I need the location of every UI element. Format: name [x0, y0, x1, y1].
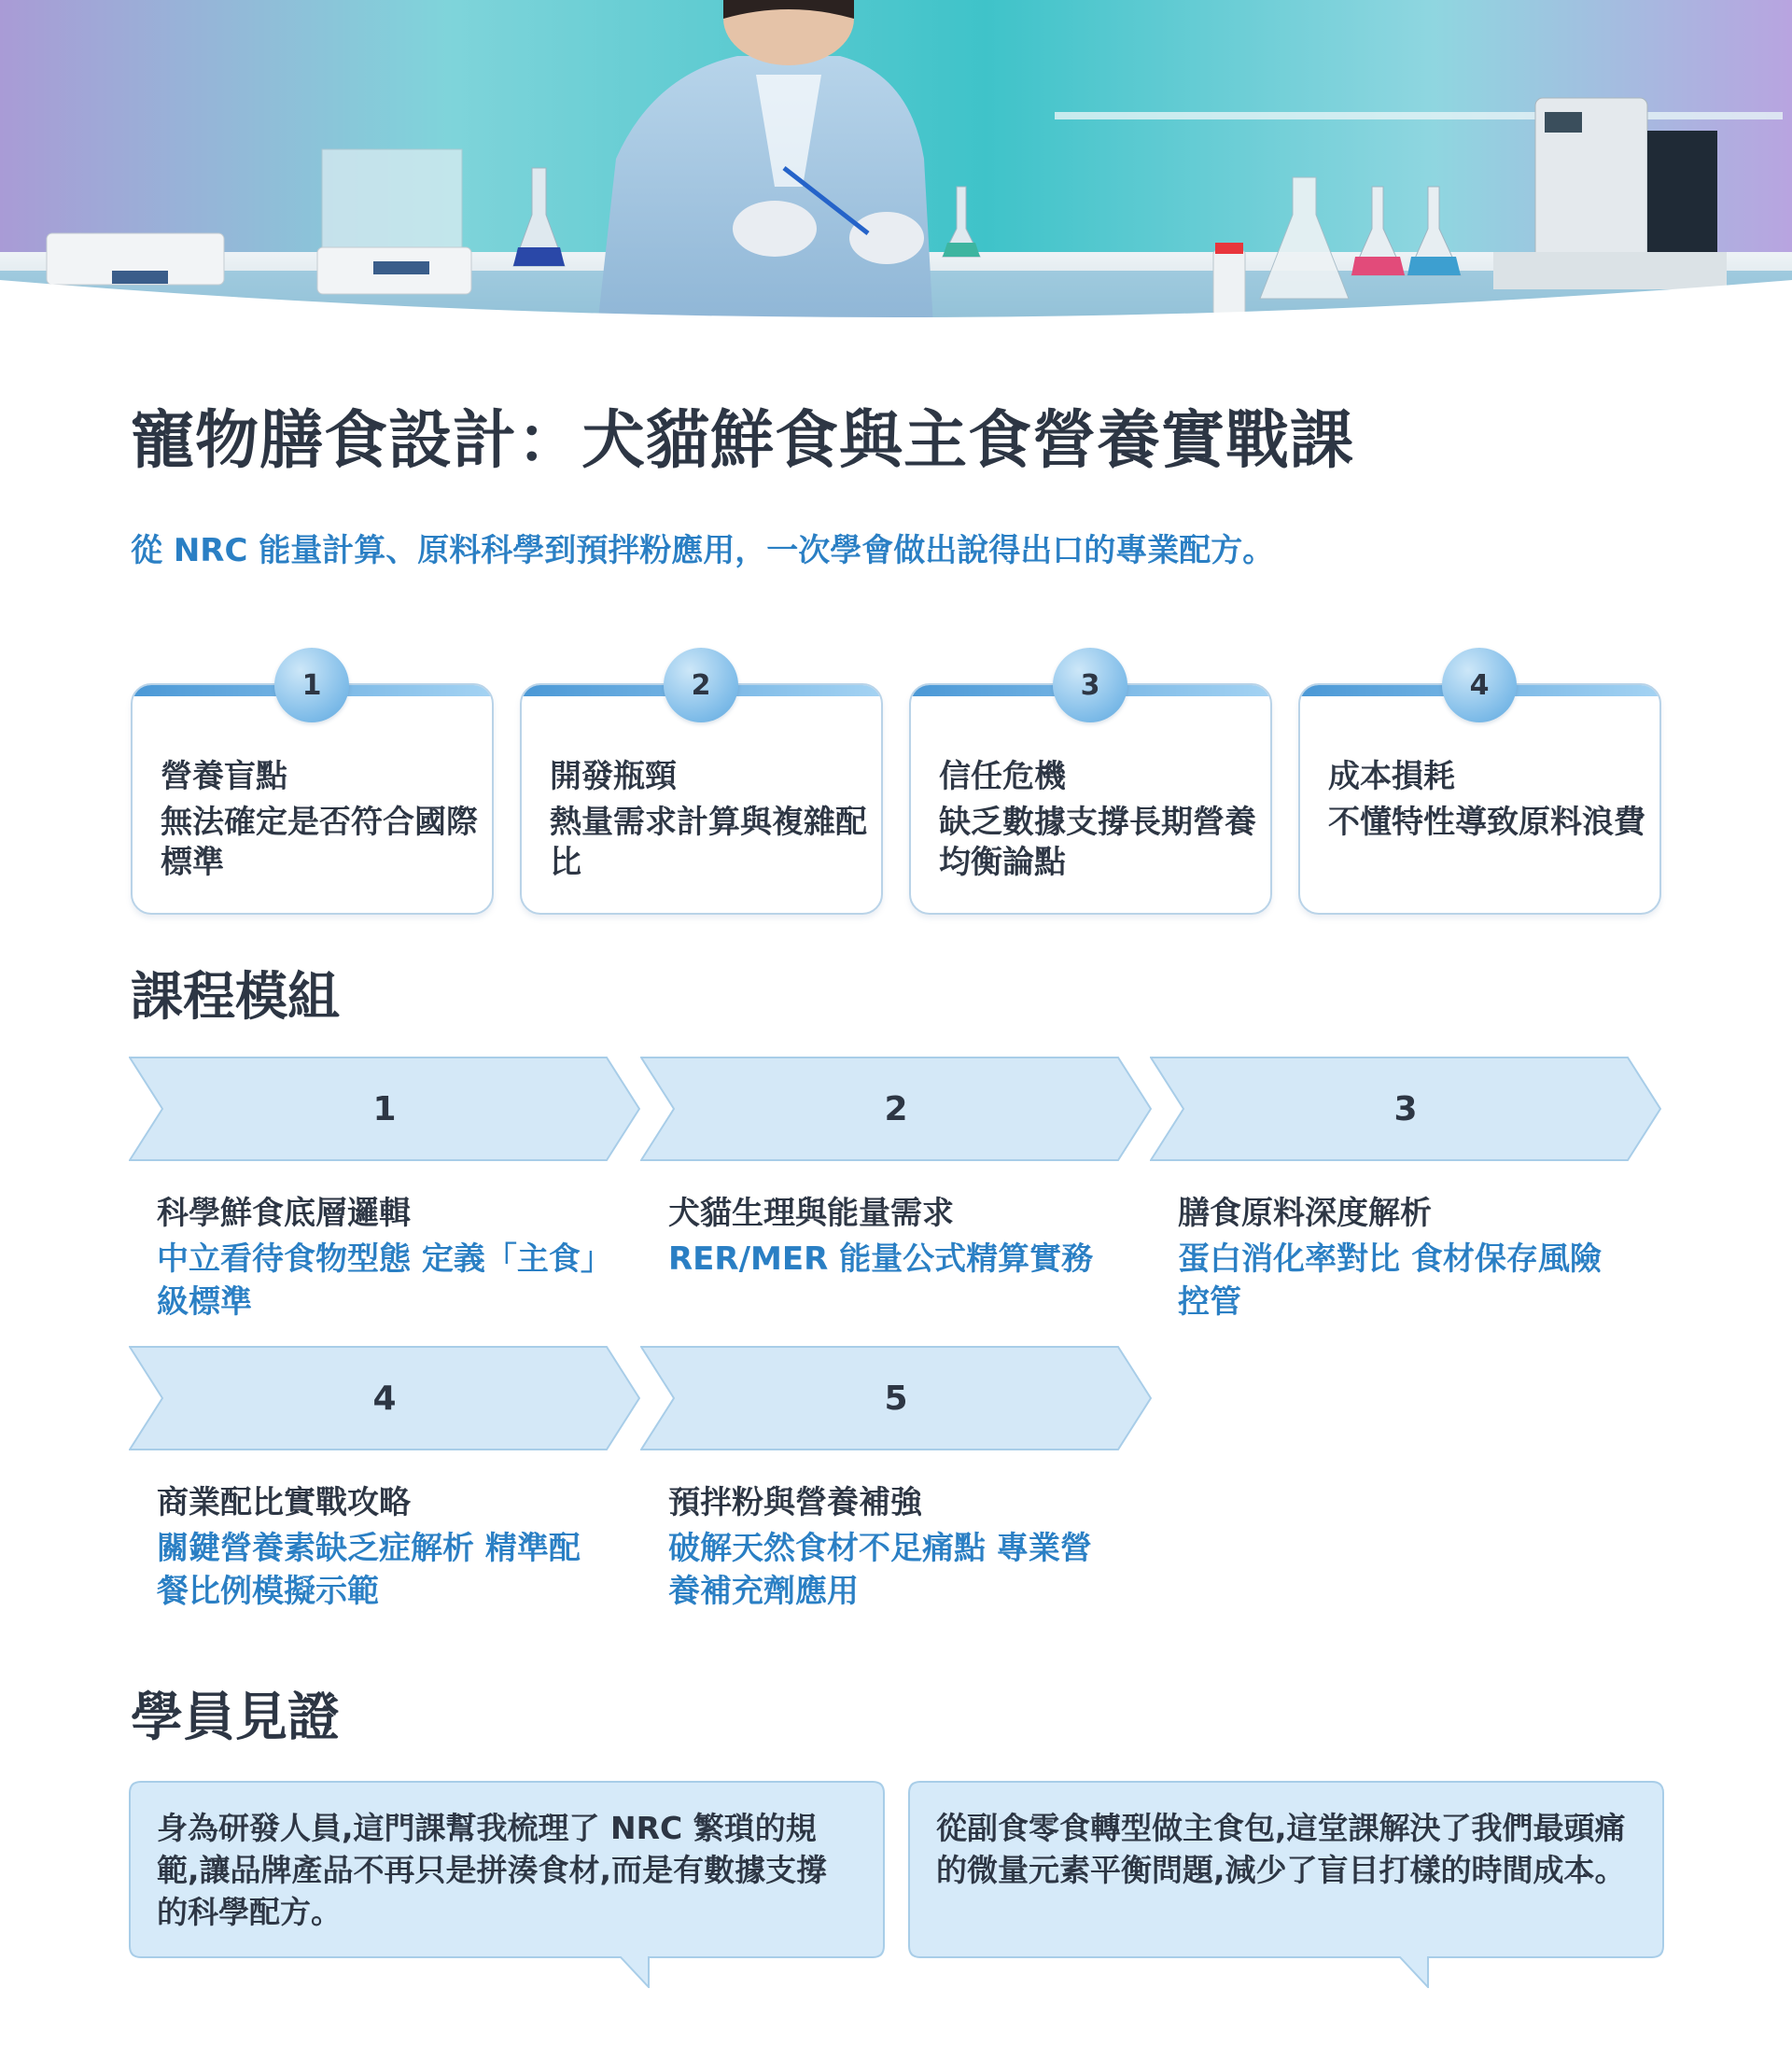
testimonials-heading: 學員見證: [131, 1688, 340, 1748]
pain-card-desc: 無法確定是否符合國際標準: [161, 804, 478, 881]
pain-card-number-badge: 4: [1442, 648, 1517, 722]
pain-card-number-badge: 2: [664, 648, 738, 722]
pain-card-desc: 熱量需求計算與複雜配比: [550, 804, 867, 881]
module-title: 科學鮮食底層邏輯: [157, 1195, 411, 1232]
module-number: 5: [884, 1379, 908, 1418]
module-number: 2: [884, 1089, 908, 1128]
testimonial-quote: 身為研發人員,這門課幫我梳理了 NRC 繁瑣的規範,讓品牌產品不再只是拼湊食材,而是有數據支撐的科學配方。: [157, 1810, 828, 1930]
module-step-arrow-2: [640, 1057, 1152, 1161]
pain-card-title: 開發瓶頸: [550, 758, 677, 795]
module-number: 1: [372, 1089, 397, 1128]
module-title: 膳食原料深度解析: [1178, 1195, 1432, 1232]
testimonial-quote: 從副食零食轉型做主食包,這堂課解決了我們最頭痛的微量元素平衡問題,減少了盲目打樣的時間成本。: [936, 1810, 1626, 1888]
page-subtitle: 從 NRC 能量計算、原料科學到預拌粉應用，一次學會做出說得出口的專業配方。: [131, 532, 1275, 569]
module-title: 預拌粉與營養補強: [668, 1484, 922, 1521]
testimonial-bubble-1: [129, 1781, 885, 1988]
module-step-arrow-3: [1150, 1057, 1661, 1161]
module-number: 3: [1393, 1089, 1418, 1128]
module-title: 犬貓生理與能量需求: [668, 1195, 954, 1232]
module-desc: 蛋白消化率對比 食材保存風險控管: [1178, 1240, 1602, 1321]
module-title: 商業配比實戰攻略: [157, 1484, 411, 1521]
module-step-arrow-5: [640, 1346, 1152, 1450]
hero-banner: [0, 0, 1792, 327]
module-step-arrow-1: [129, 1057, 640, 1161]
pain-card-desc: 缺乏數據支撐長期營養均衡論點: [939, 804, 1256, 881]
module-desc: 中立看待食物型態 定義「主食」級標準: [157, 1240, 596, 1321]
modules-heading: 課程模組: [131, 967, 340, 1028]
module-number: 4: [372, 1379, 397, 1418]
pain-card-title: 成本損耗: [1328, 758, 1455, 795]
hero-lab-image: [0, 0, 1792, 327]
module-desc: 破解天然食材不足痛點 專業營養補充劑應用: [668, 1530, 1092, 1610]
module-desc: RER/MER 能量公式精算實務: [668, 1240, 1094, 1278]
pain-card-title: 營養盲點: [161, 758, 287, 795]
pain-card-desc: 不懂特性導致原料浪費: [1328, 804, 1645, 841]
page-title: 寵物膳食設計：犬貓鮮食與主食營養實戰課: [131, 404, 1355, 478]
pain-card-title: 信任危機: [939, 758, 1066, 795]
pain-card-number-badge: 3: [1053, 648, 1127, 722]
module-desc: 關鍵營養素缺乏症解析 精準配餐比例模擬示範: [157, 1530, 581, 1610]
testimonial-bubble-2: [908, 1781, 1664, 1988]
pain-card-number-badge: 1: [274, 648, 349, 722]
module-step-arrow-4: [129, 1346, 640, 1450]
